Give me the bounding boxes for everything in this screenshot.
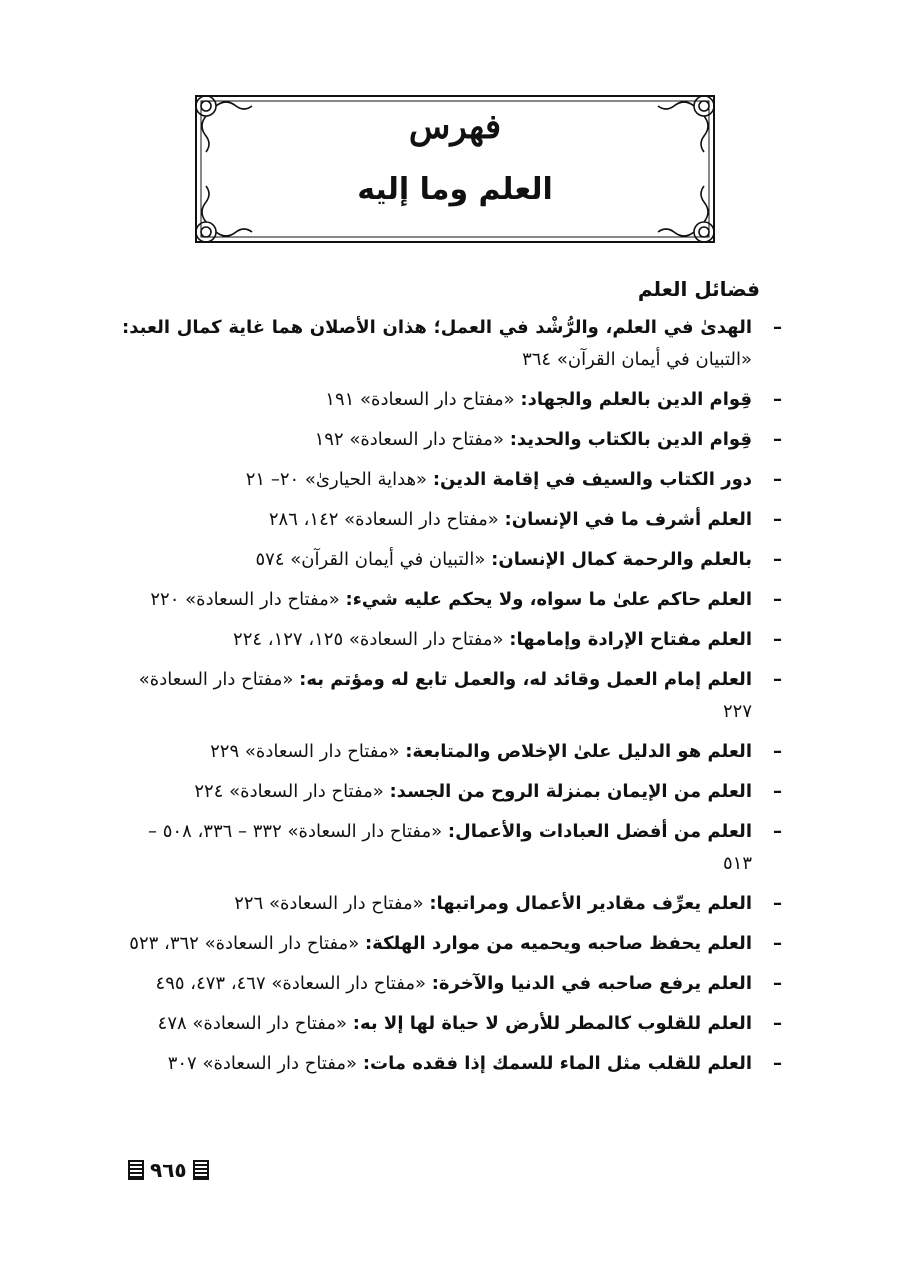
entry-dash: – bbox=[773, 469, 782, 490]
entry-pages: ٣٦٤ bbox=[522, 349, 552, 370]
index-entry bbox=[122, 312, 782, 376]
index-entry bbox=[122, 624, 782, 656]
entry-source: «مفتاح دار السعادة» bbox=[204, 933, 360, 954]
entry-topic: قِوام الدين بالعلم والجهاد: bbox=[520, 389, 752, 410]
entry-topic: الهدىٰ في العلم، والرُّشْد في العمل؛ هذان الأصلان هما غاية كمال العبد: bbox=[122, 317, 752, 338]
entry-pages: ١٩٢ bbox=[314, 429, 344, 450]
entry-pages: ٤٧٨ bbox=[157, 1013, 187, 1034]
index-entry bbox=[122, 928, 782, 960]
index-entry bbox=[122, 464, 782, 496]
entry-topic: العلم يعرِّف مقادير الأعمال ومراتبها: bbox=[429, 893, 752, 914]
entry-source: «مفتاح دار السعادة» bbox=[192, 1013, 348, 1034]
entry-pages: ١٩١ bbox=[325, 389, 355, 410]
entry-dash: – bbox=[773, 781, 782, 802]
entry-topic: العلم من أفضل العبادات والأعمال: bbox=[447, 821, 752, 842]
entry-source: «مفتاح دار السعادة» bbox=[229, 781, 384, 802]
entry-pages: ٢٠– ٢١ bbox=[245, 469, 300, 490]
entry-dash: – bbox=[773, 589, 782, 610]
entry-topic: العلم للقلوب كالمطر للأرض لا حياة لها إلا به: bbox=[352, 1013, 752, 1034]
entry-source: «مفتاح دار السعادة» bbox=[287, 821, 443, 842]
index-entries bbox=[122, 312, 782, 1088]
index-entry bbox=[122, 664, 782, 728]
page-number: ٩٦٥ bbox=[150, 1158, 187, 1182]
entry-source: «مفتاح دار السعادة» bbox=[202, 1053, 358, 1074]
folio-ornament-icon bbox=[128, 1160, 144, 1180]
index-entry bbox=[122, 584, 782, 616]
entry-topic: دور الكتاب والسيف في إقامة الدين: bbox=[432, 469, 752, 490]
entry-pages: ١٤٢، ٢٨٦ bbox=[268, 509, 339, 530]
entry-dash: – bbox=[773, 669, 782, 690]
entry-dash: – bbox=[773, 1013, 782, 1034]
index-entry bbox=[122, 384, 782, 416]
frame-caption: فهرس bbox=[408, 107, 502, 147]
entry-dash: – bbox=[773, 893, 782, 914]
entry-dash: – bbox=[773, 389, 782, 410]
entry-source: «مفتاح دار السعادة» bbox=[268, 893, 424, 914]
entry-topic: العلم من الإيمان بمنزلة الروح من الجسد: bbox=[389, 781, 752, 802]
entry-source: «مفتاح دار السعادة» bbox=[185, 589, 340, 610]
entry-topic: العلم يرفع صاحبه في الدنيا والآخرة: bbox=[431, 973, 752, 994]
entry-source: «التبيان في أيمان القرآن» bbox=[556, 349, 752, 370]
entry-topic: العلم حاكم علىٰ ما سواه، ولا يحكم عليه شيء: bbox=[345, 589, 752, 610]
entry-pages: ٤٦٧، ٤٧٣، ٤٩٥ bbox=[155, 973, 266, 994]
entry-topic: قِوام الدين بالكتاب والحديد: bbox=[509, 429, 752, 450]
entry-pages: ٣٦٢، ٥٢٣ bbox=[129, 933, 199, 954]
entry-dash: – bbox=[773, 549, 782, 570]
section-heading: فضائل العلم bbox=[637, 277, 760, 301]
index-entry bbox=[122, 424, 782, 456]
entry-topic: العلم إمام العمل وقائد له، والعمل تابع له ومؤتم به: bbox=[299, 669, 752, 690]
entry-pages: ٣٠٧ bbox=[167, 1053, 197, 1074]
entry-source: «مفتاح دار السعادة» bbox=[271, 973, 426, 994]
entry-source: «مفتاح دار السعادة» bbox=[244, 741, 400, 762]
page-title: العلم وما إليه bbox=[357, 172, 553, 207]
entry-source: «هداية الحيارىٰ» bbox=[304, 469, 428, 490]
entry-topic: العلم للقلب مثل الماء للسمك إذا فقده مات: bbox=[362, 1053, 752, 1074]
entry-topic: العلم مفتاح الإرادة وإمامها: bbox=[509, 629, 752, 650]
entry-pages: ٢٢٩ bbox=[210, 741, 240, 762]
entry-source: «التبيان في أيمان القرآن» bbox=[290, 549, 486, 570]
entry-source: «مفتاح دار السعادة» bbox=[360, 389, 515, 410]
index-entry bbox=[122, 1048, 782, 1080]
entry-dash: – bbox=[773, 629, 782, 650]
entry-dash: – bbox=[773, 1053, 782, 1074]
entry-dash: – bbox=[773, 509, 782, 530]
entry-dash: – bbox=[773, 973, 782, 994]
index-entry bbox=[122, 504, 782, 536]
title-frame bbox=[192, 92, 718, 246]
index-entry bbox=[122, 1008, 782, 1040]
entry-topic: بالعلم والرحمة كمال الإنسان: bbox=[491, 549, 752, 570]
entry-source: «مفتاح دار السعادة» bbox=[138, 669, 294, 690]
entry-pages: ٢٢٤ bbox=[194, 781, 224, 802]
index-entry bbox=[122, 816, 782, 880]
entry-source: «مفتاح دار السعادة» bbox=[344, 509, 499, 530]
index-entry bbox=[122, 544, 782, 576]
index-entry bbox=[122, 736, 782, 768]
entry-pages: ٥٧٤ bbox=[255, 549, 285, 570]
entry-pages: ٣٣٢ – ٣٣٦، ٥٠٨ – ٥١٣ bbox=[148, 821, 752, 874]
folio-ornament-icon bbox=[193, 1160, 209, 1180]
entry-dash: – bbox=[773, 741, 782, 762]
entry-source: «مفتاح دار السعادة» bbox=[349, 429, 504, 450]
entry-source: «مفتاح دار السعادة» bbox=[348, 629, 504, 650]
entry-topic: العلم أشرف ما في الإنسان: bbox=[504, 509, 752, 530]
index-entry bbox=[122, 776, 782, 808]
entry-topic: العلم يحفظ صاحبه ويحميه من موارد الهلكة: bbox=[364, 933, 752, 954]
entry-dash: – bbox=[773, 933, 782, 954]
entry-pages: ٢٢٧ bbox=[722, 701, 752, 722]
page-footer bbox=[128, 1154, 209, 1186]
entry-pages: ٢٢٦ bbox=[234, 893, 264, 914]
entry-dash: – bbox=[773, 429, 782, 450]
index-entry bbox=[122, 888, 782, 920]
entry-dash: – bbox=[773, 821, 782, 842]
entry-pages: ١٢٥، ١٢٧، ٢٢٤ bbox=[233, 629, 344, 650]
entry-dash: – bbox=[773, 317, 782, 338]
entry-topic: العلم هو الدليل علىٰ الإخلاص والمتابعة: bbox=[405, 741, 752, 762]
index-entry bbox=[122, 968, 782, 1000]
entry-pages: ٢٢٠ bbox=[150, 589, 180, 610]
